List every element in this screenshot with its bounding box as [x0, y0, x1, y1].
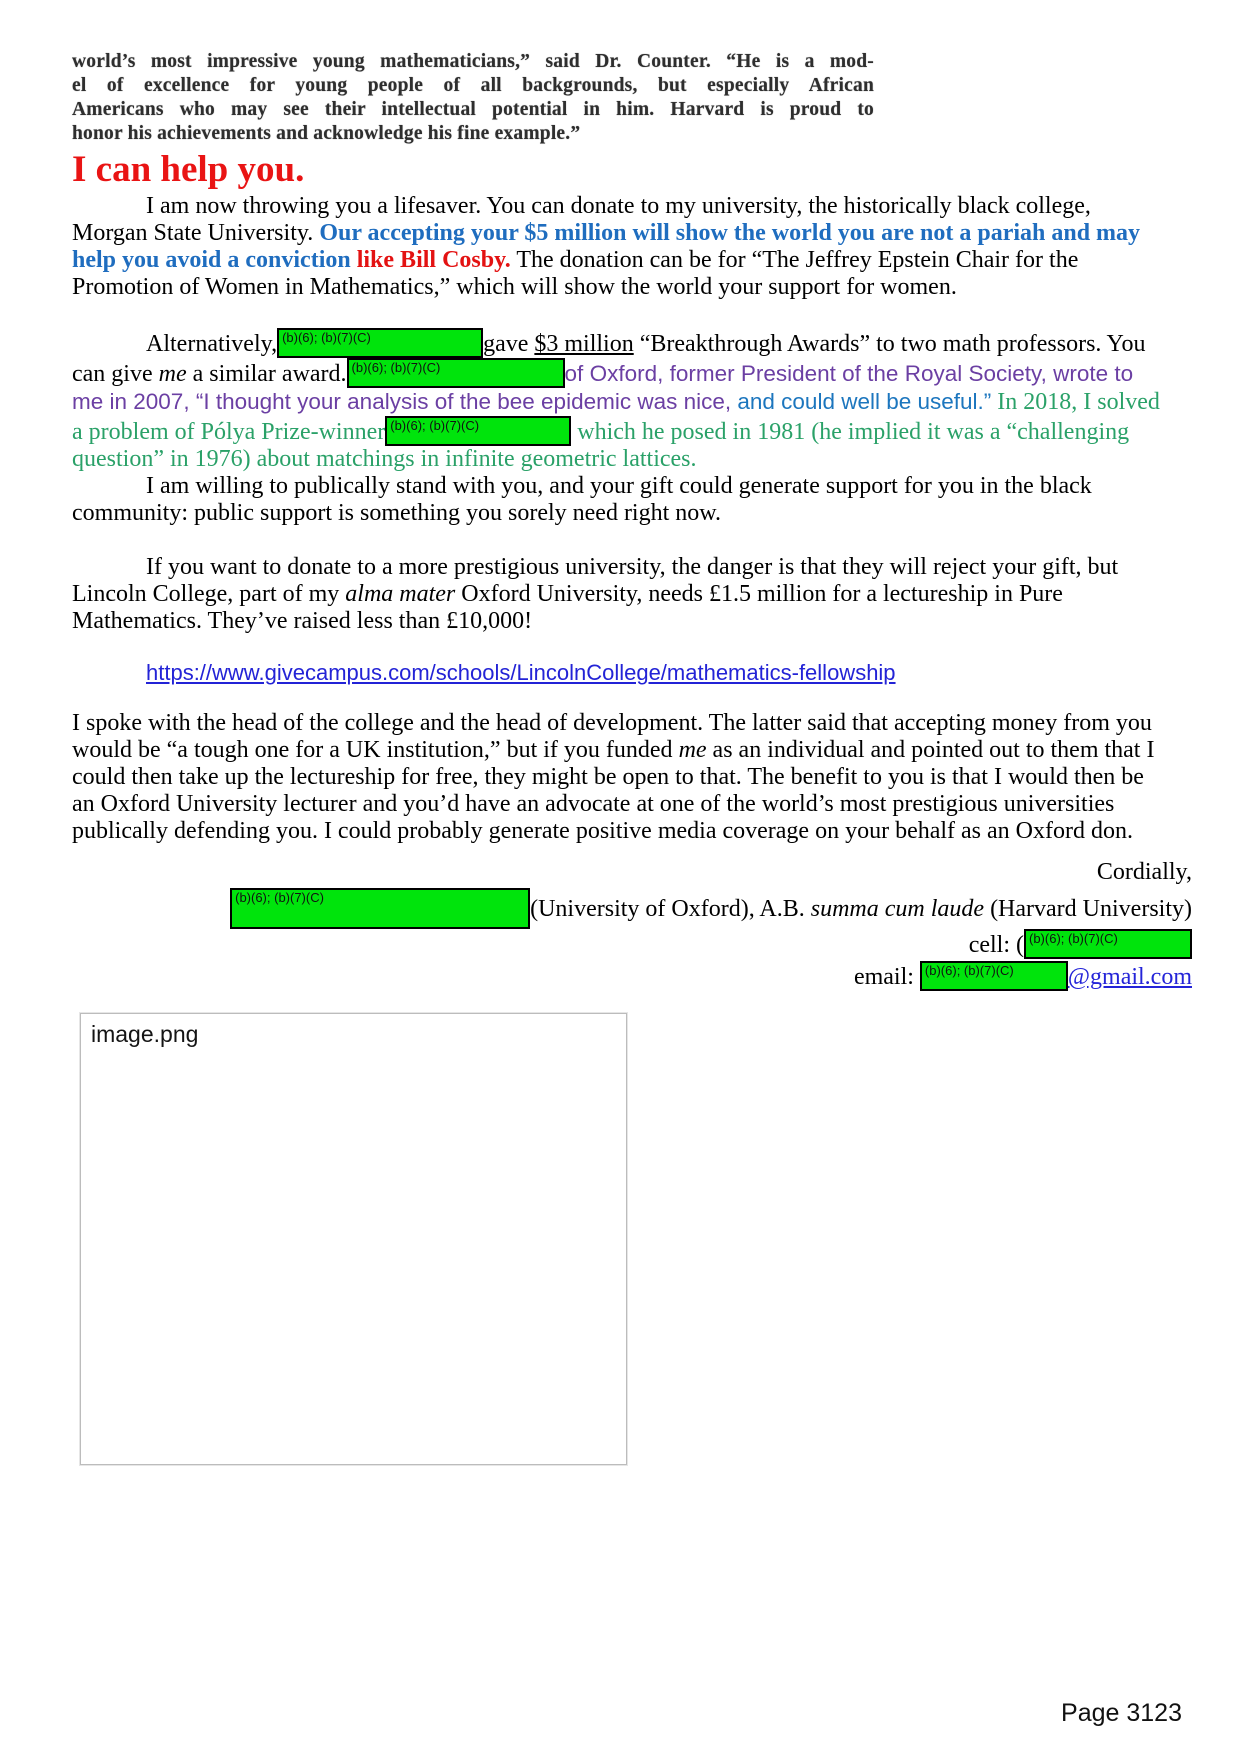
text-run: gave [483, 331, 535, 357]
text-run: which he posed in 1981 (he implied it was a “challenging question” in 1976) about matchings in infinite geometric lattices. [72, 419, 1136, 472]
redaction-box: (b)(6); (b)(7)(C) [277, 328, 483, 358]
redaction-box: (b)(6); (b)(7)(C) [385, 416, 571, 446]
email-link[interactable]: @gmail.com [1067, 964, 1192, 990]
redaction-box: (b)(6); (b)(7)(C) [920, 961, 1068, 991]
page-number: Page 3123 [1061, 1699, 1182, 1727]
text-run: In 2018, I solved a problem of Pólya Prize-winner [72, 389, 1166, 445]
text-run: I spoke with the head of the college and the head of development. The latter said that accepting money from you would be “a tough one for a UK institution,” but if you funded [72, 710, 1158, 763]
signature-name-line [72, 888, 1192, 929]
attached-image-placeholder [80, 1013, 627, 1465]
paragraph-donation [72, 193, 1168, 301]
text-run: $3 million [534, 331, 634, 357]
press-clipping-line: Americans who may see their intellectual potential in him. Harvard is proud to [72, 99, 874, 120]
text-run: summa cum laude [810, 896, 985, 922]
signature-email-line [72, 961, 1192, 993]
text-run: email: [853, 964, 920, 990]
signature-block [72, 857, 1192, 993]
text-run: I am willing to publically stand with you, and your gift could generate support for you in the black community: public support is something you sorely need right now. [72, 473, 1098, 526]
text-run: of Oxford, former President of the Royal Society, wrote to me in 2007, “I thought your analysis of the bee epidemic was nice, [72, 361, 1140, 414]
text-run: like Bill Cosby. [356, 247, 511, 273]
text-run: Alternatively, [146, 331, 278, 357]
text-run: and could well be useful.” [731, 389, 992, 414]
press-clipping-line: world’s most impressive young mathematicians,” said Dr. Counter. “He is a mod- [72, 51, 874, 72]
help-heading: I can help you. [72, 149, 305, 190]
attachment-filename: image.png [91, 1021, 199, 1047]
text-run: I am now throwing you a lifesaver. You can donate to my university, the historically black college, Morgan State University. [72, 193, 1097, 246]
paragraph-support [72, 473, 1168, 527]
signature-closing: Cordially, [1096, 859, 1192, 885]
text-run: cell: ( [968, 932, 1024, 958]
text-run: If you want to donate to a more prestigious university, the danger is that they will reject your gift, but Lincoln College, part of my [72, 554, 1125, 607]
text-run: Oxford University, needs £1.5 million for a lectureship in Pure Mathematics. They’ve raised less than £10,000! [72, 581, 1069, 634]
paragraph-award [72, 328, 1168, 473]
redaction-box: (b)(6); (b)(7)(C) [1024, 929, 1192, 959]
text-run: “Breakthrough Awards” to two math professors. You can give [72, 331, 1152, 387]
text-run: a similar award. [186, 361, 347, 387]
text-run: (University of Oxford), A.B. [530, 896, 811, 922]
redaction-box: (b)(6); (b)(7)(C) [347, 358, 565, 388]
text-run: alma mater [345, 581, 456, 607]
text-run: me [158, 361, 187, 387]
paragraph-college-head [72, 710, 1168, 845]
fellowship-link[interactable]: https://www.givecampus.com/schools/LincolnCollege/mathematics-fellowship [146, 660, 896, 685]
text-run: The donation can be for “The Jeffrey Epstein Chair for the Promotion of Women in Mathematics,” which will show the world your support for women. [72, 247, 1085, 300]
text-run: Our accepting your $5 million will show the world you are not a pariah and may help you avoid a conviction [72, 220, 1147, 273]
press-clipping-image [72, 50, 874, 146]
press-clipping-line: el of excellence for young people of all backgrounds, but especially African [72, 75, 874, 96]
text-run: (Harvard University) [984, 896, 1192, 922]
signature-cell-line [72, 929, 1192, 961]
paragraph-lincoln [72, 554, 1168, 635]
fellowship-link-line [146, 659, 1168, 686]
text-run: as an individual and pointed out to them that I could then take up the lectureship for free, they might be open to that. The benefit to you is that I would then be an Oxford University lecturer and you’d have an advocate at one of the world’s most prestigious universities publically defending you. I could probably generate positive media coverage on your behalf as an Oxford don. [72, 737, 1161, 844]
press-clipping-line: honor his achievements and acknowledge his fine example.” [72, 123, 581, 144]
text-run: me [678, 737, 707, 763]
redaction-box: (b)(6); (b)(7)(C) [230, 888, 530, 929]
